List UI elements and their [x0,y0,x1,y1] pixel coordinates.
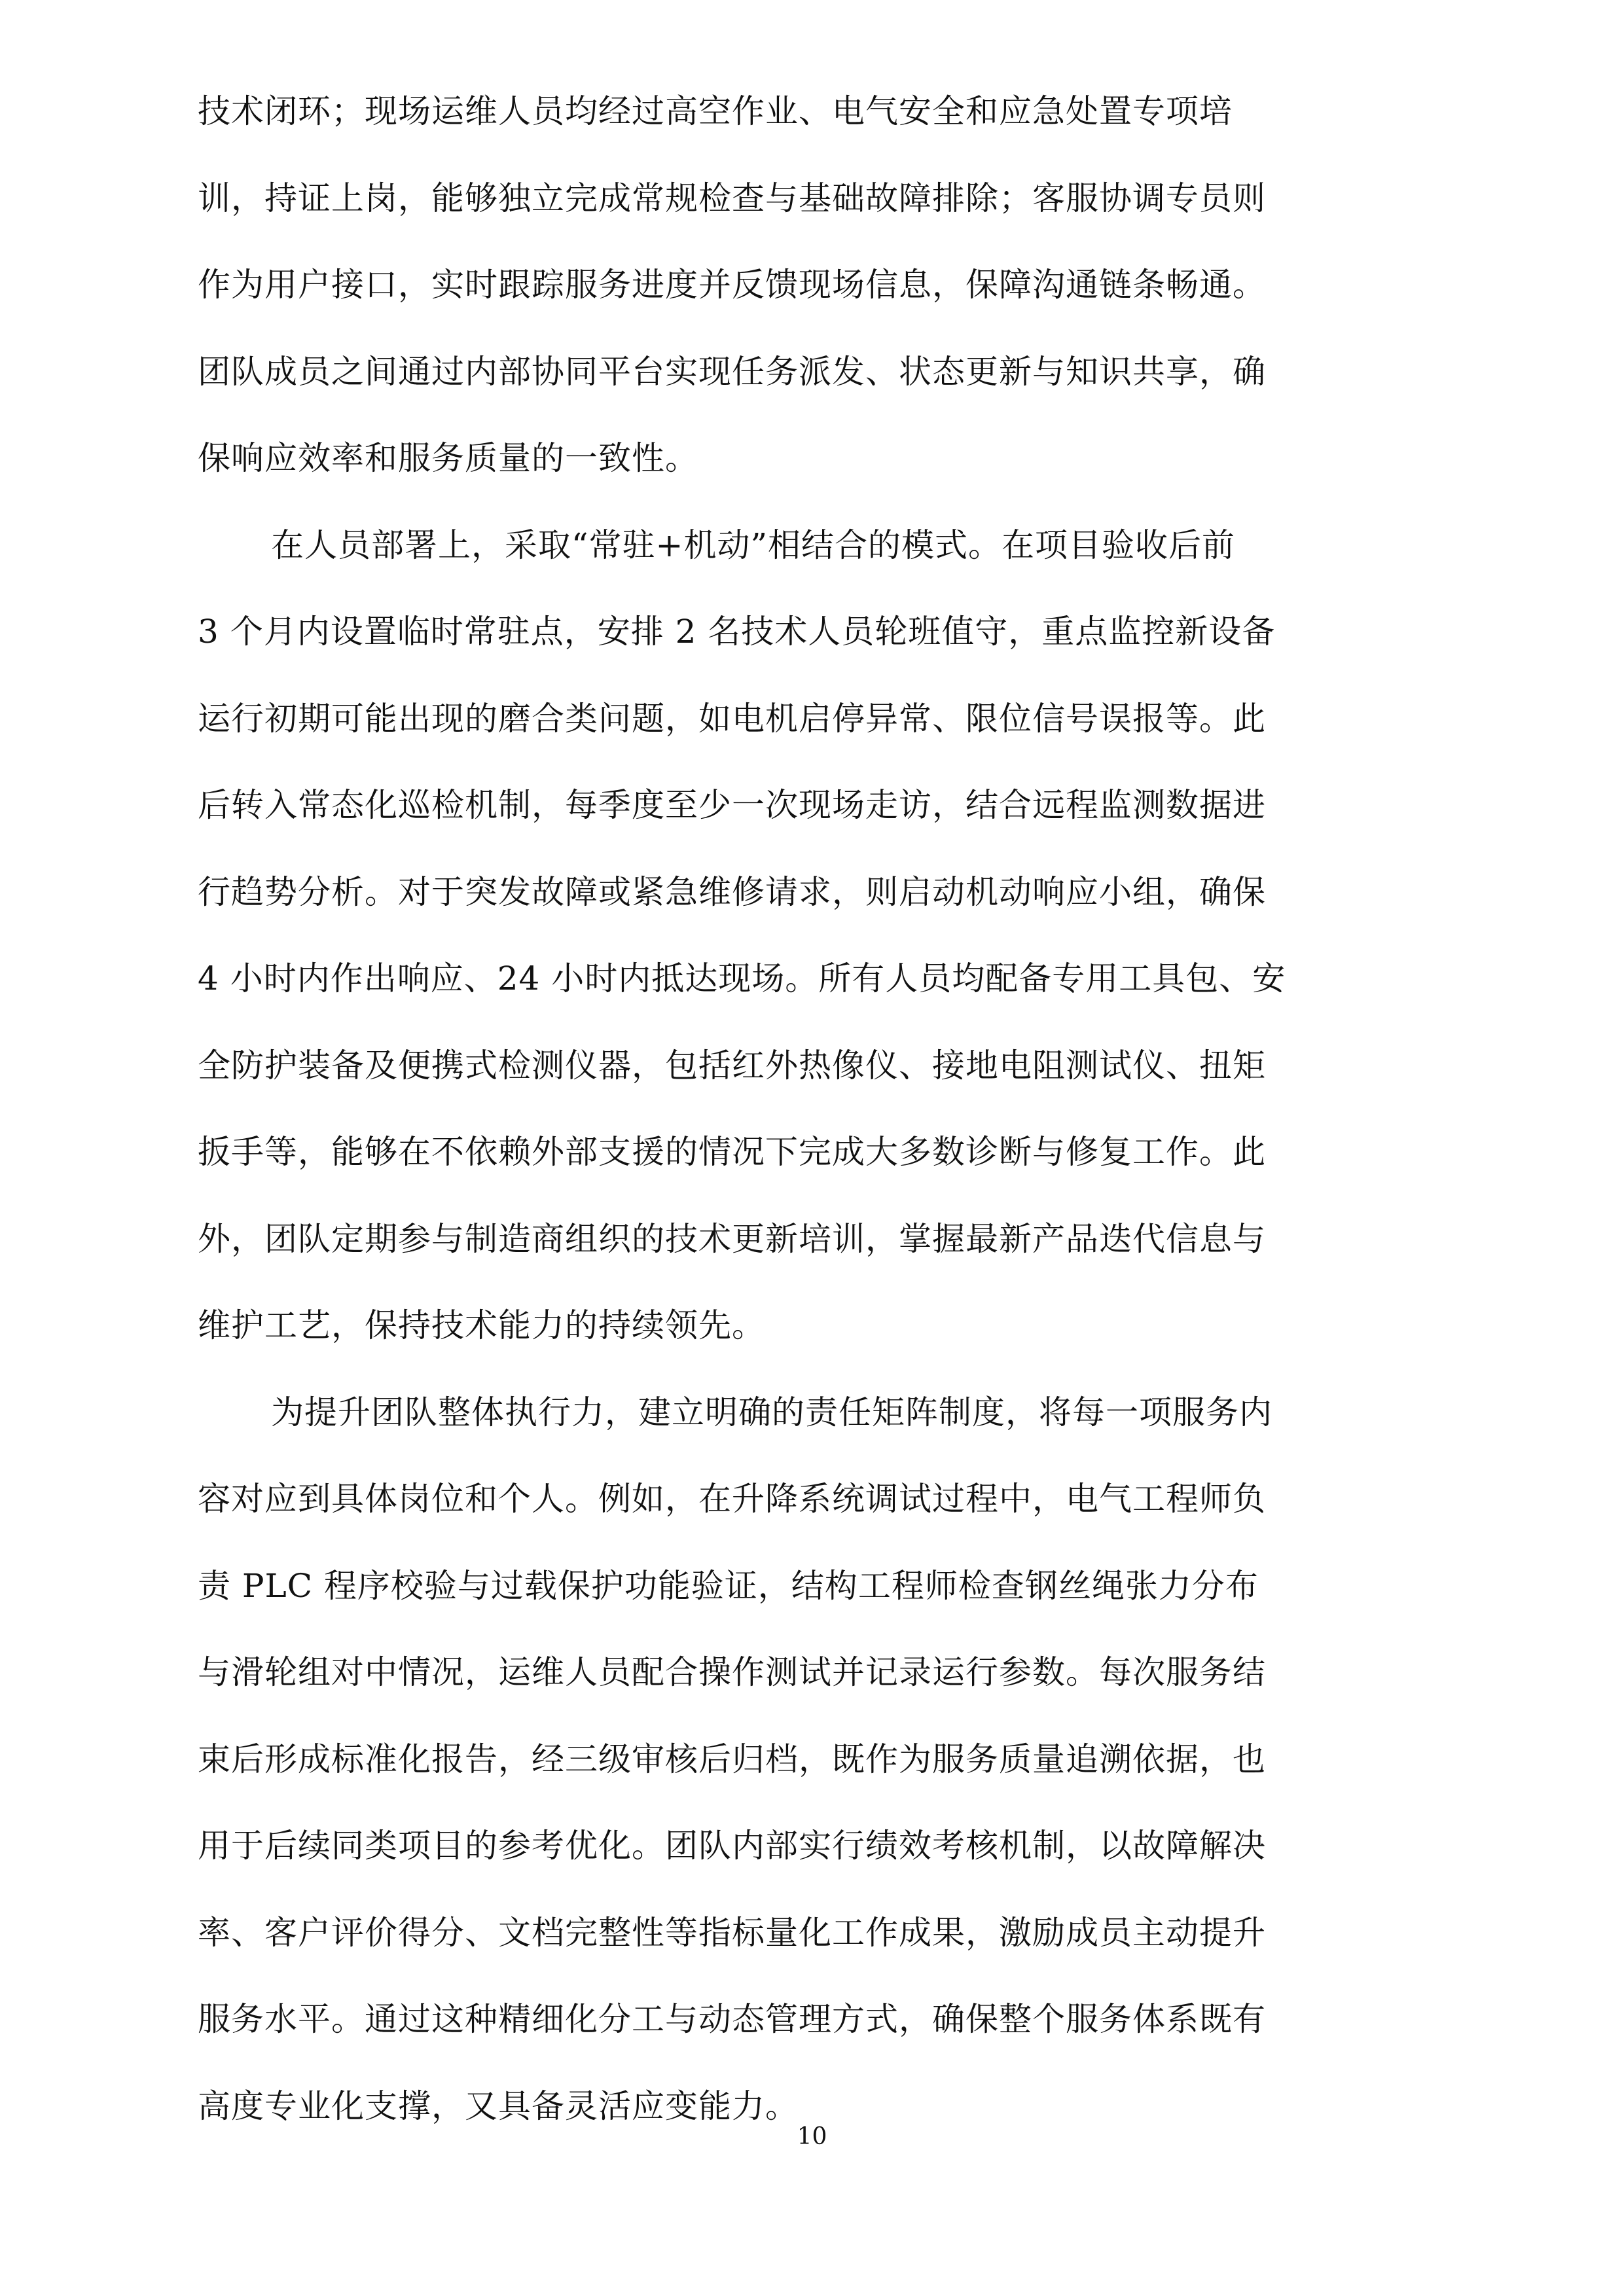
text-line: 作为用户接口，实时跟踪服务进度并反馈现场信息，保障沟通链条畅通。 [198,266,1266,304]
paragraph-2 [198,502,1428,1369]
text-line: 全防护装备及便携式检测仪器，包括红外热像仪、接地电阻测试仪、扭矩 [198,1046,1266,1085]
text-line: 容对应到具体岗位和个人。例如，在升降系统调试过程中，电气工程师负 [198,1480,1266,1518]
text-line: 维护工艺，保持技术能力的持续领先。 [198,1306,765,1344]
page-number: 10 [797,2123,827,2150]
text-line: 训，持证上岗，能够独立完成常规检查与基础故障排除；客服协调专员则 [198,179,1266,217]
text-line: 行趋势分析。对于突发故障或紧急维修请求，则启动机动响应小组，确保 [198,872,1266,911]
text-line: 团队成员之间通过内部协同平台实现任务派发、状态更新与知识共享，确 [198,352,1266,391]
paragraph-1 [198,68,1428,502]
text-line: 为提升团队整体执行力，建立明确的责任矩阵制度，将每一项服务内 [271,1393,1272,1431]
text-line: 4 小时内作出响应、24 小时内抵达现场。所有人员均配备专用工具包、安 [198,960,1286,997]
text-line: 高度专业化支撑，又具备灵活应变能力。 [198,2087,799,2125]
text-line: 率、客户评价得分、文档完整性等指标量化工作成果，激励成员主动提升 [198,1913,1266,1952]
document-body [198,68,1428,2149]
text-line: 用于后续同类项目的参考优化。团队内部实行绩效考核机制，以故障解决 [198,1827,1266,1865]
text-line: 3 个月内设置临时常驻点，安排 2 名技术人员轮班值守，重点监控新设备 [198,613,1276,651]
text-line: 后转入常态化巡检机制，每季度至少一次现场走访，结合远程监测数据进 [198,786,1266,824]
text-line: 扳手等，能够在不依赖外部支援的情况下完成大多数诊断与修复工作。此 [198,1133,1266,1171]
paragraph-3 [198,1369,1428,2150]
text-line: 技术闭环；现场运维人员均经过高空作业、电气安全和应急处置专项培 [198,92,1233,130]
text-line: 束后形成标准化报告，经三级审核后归档，既作为服务质量追溯依据，也 [198,1740,1266,1778]
text-line: 责 PLC 程序校验与过载保护功能验证，结构工程师检查钢丝绳张力分布 [198,1566,1259,1605]
text-line: 外，团队定期参与制造商组织的技术更新培训，掌握最新产品迭代信息与 [198,1219,1266,1258]
text-line: 运行初期可能出现的磨合类问题，如电机启停异常、限位信号误报等。此 [198,699,1266,738]
text-line: 与滑轮组对中情况，运维人员配合操作测试并记录运行参数。每次服务结 [198,1653,1266,1691]
text-line: 保响应效率和服务质量的一致性。 [198,439,698,477]
text-line: 服务水平。通过这种精细化分工与动态管理方式，确保整个服务体系既有 [198,2000,1266,2038]
text-line: 在人员部署上，采取“常驻+机动”相结合的模式。在项目验收后前 [271,526,1236,564]
